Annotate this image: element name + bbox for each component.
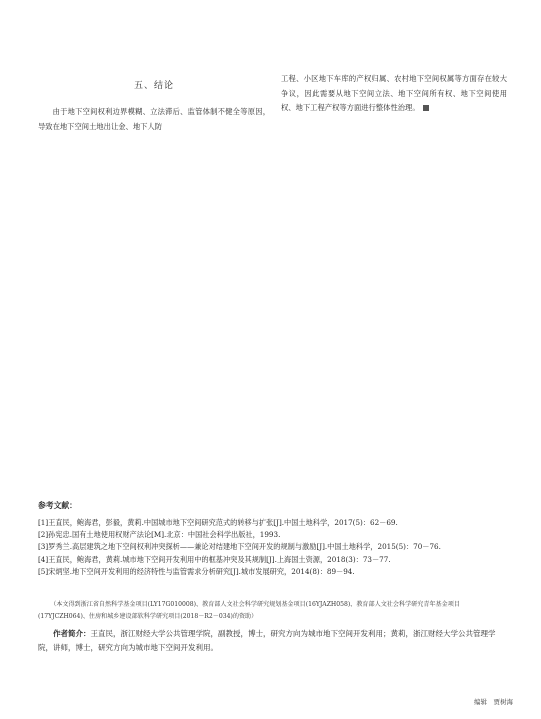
section-title: 五、结论 <box>133 81 174 91</box>
reference-item: [4]王直民，鲍海君，黄莉.城市地下空间开发利用中的框基冲突及其规制[J].上海国土资源，2018(3)：73－77. <box>38 554 391 564</box>
funding-note <box>38 599 510 623</box>
author-paragraph <box>38 627 510 655</box>
right-column <box>281 72 507 116</box>
conclusion-text-right: 工程、小区地下车库的产权归属、农村地下空间权属等方面存在较大争议，因此需要从地下空间立法、地下空间所有权、地下空间使用权、地下工程产权等方面进行整体性治理。 <box>281 74 507 112</box>
author-label: 作者简介： <box>53 629 91 638</box>
reference-item: [5]宋炳坚.地下空间开发利用的经济特性与监管需求分析研究[J].城市发展研究，2014(8)：89－94. <box>38 566 355 576</box>
funding-text: （本文得到浙江省自然科学基金项目(LY17G010008)、教育部人文社会科学研究规划基金项目(16YJAZH058)、教育部人文社会科学研究青年基金项目(17YJCZH064)、住房和城乡建设部软科学研究项目(2018－R2－034)的资助） <box>38 601 460 620</box>
conclusion-paragraph-left: 由于地下空间权利边界模糊、立法滞后、监管体制不健全等原因，导致在地下空间土地出让金、地下人防 <box>38 107 270 131</box>
end-of-article-mark <box>423 105 429 111</box>
reference-item: [1]王直民，鲍海君，彭毅，黄莉.中国城市地下空间研究范式的转移与扩张[J].中国土地科学，2017(5)：62－69. <box>38 518 398 527</box>
references-section <box>38 500 510 578</box>
editor-credit: 编辑 贾树海 <box>474 698 513 706</box>
author-text: 王直民，浙江财经大学公共管理学院，副教授，博士，研究方向为城市地下空间开发利用；黄莉，浙江财经大学公共管理学院，讲师，博士，研究方向为城市地下空间开发利用。 <box>38 629 496 652</box>
reference-item: [3]罗秀兰.高层建筑之地下空间权利冲突探析——兼论对结建地下空间开发的规制与激励[J].中国土地科学，2015(5)：70－76. <box>38 542 441 552</box>
references-title: 参考文献： <box>38 501 77 510</box>
conclusion-paragraph-right <box>281 72 507 116</box>
reference-item: [2]孙宪忠.国有土地使用权财产法论[M].北京：中国社会科学出版社，1993. <box>38 530 281 540</box>
left-column <box>38 72 270 134</box>
author-bio <box>38 627 510 655</box>
